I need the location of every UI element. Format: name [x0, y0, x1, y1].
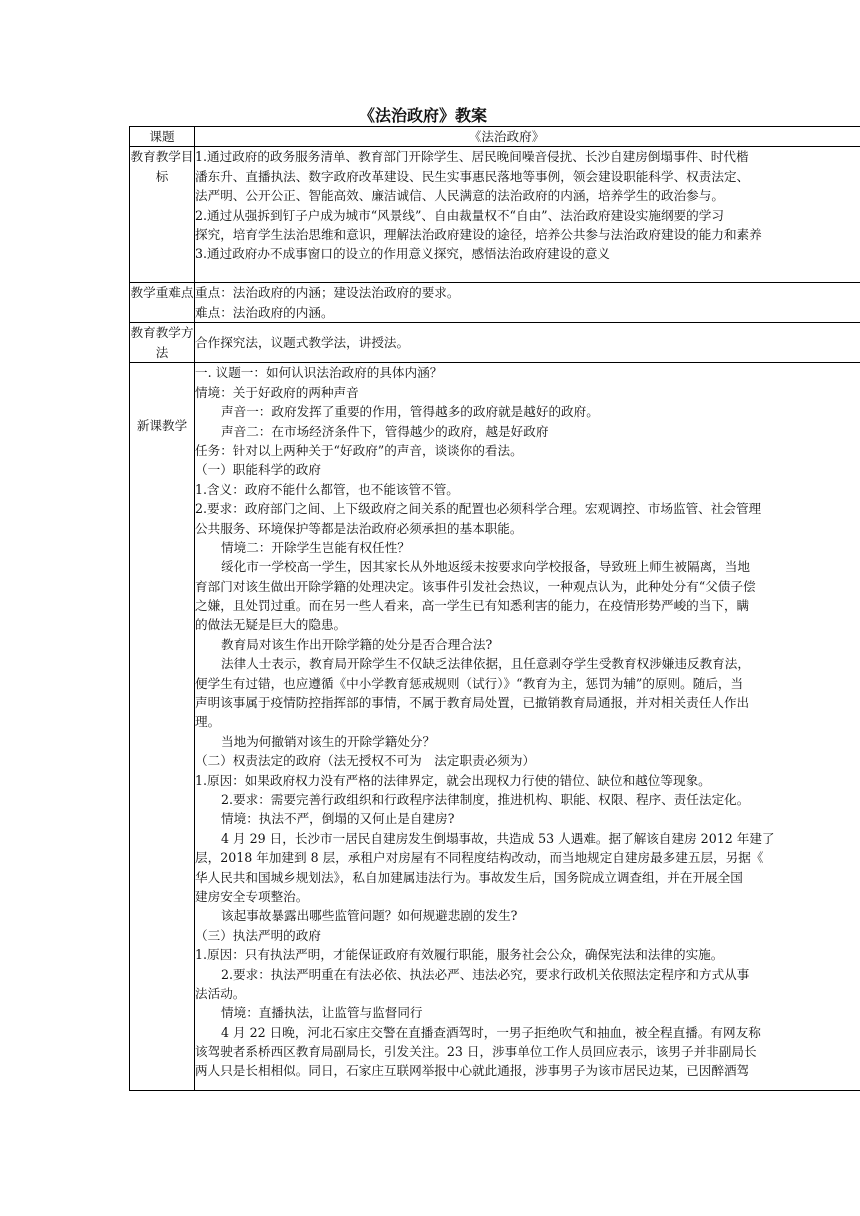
lesson-line: 任务：针对以上两种关于“好政府”的声音，谈谈你的看法。 [195, 442, 523, 458]
lesson-line: 层，2018 年加建到 8 层，承租户对房屋有不同程度结构改动，而当地规定自建房最多建五层，另据《 [195, 850, 764, 866]
goals-content [195, 147, 860, 283]
goals-line: 2.通过从强拆到钉子户成为城市“风景线”、自由裁量权不“自由”、法治政府建设实施纲要的学习 [195, 207, 724, 223]
lesson-line: 情境：关于好政府的两种声音 [195, 384, 359, 400]
lesson-line: 2.要求：政府部门之间、上下级政府之间关系的配置也必须科学合理。宏观调控、市场监管、社会管理 [195, 501, 762, 517]
label-key: 教学重难点 [130, 283, 195, 323]
lesson-line: 理。 [195, 714, 221, 730]
page-title: 《法治政府》教案 [358, 106, 487, 125]
label-topic: 课题 [130, 127, 195, 147]
lesson-line: 声音二：在市场经济条件下，管得越少的政府，越是好政府 [221, 423, 549, 439]
row-goals [130, 147, 860, 283]
lesson-line: 情境二：开除学生岂能有权任性？ [221, 539, 410, 555]
row-lesson [130, 363, 860, 1091]
lesson-line: 的做法无疑是巨大的隐患。 [195, 617, 347, 633]
lesson-line: 之嫌，且处罚过重。而在另一些人看来，高一学生已有知悉利害的能力，在疫情形势严峻的当下，瞒 [195, 598, 750, 614]
lesson-line: 声音一：政府发挥了重要的作用，管得越多的政府就是越好的政府。 [221, 404, 599, 420]
goals-line: 法严明、公开公正、智能高效、廉洁诚信、人民满意的法治政府的内涵，培养学生的政治参与。 [195, 188, 724, 204]
lesson-content [195, 363, 860, 1091]
row-method [130, 323, 860, 363]
goals-line: 1.通过政府的政务服务清单、教育部门开除学生、居民晚间噪音侵扰、长沙自建房倒塌事件、时代楷 [195, 149, 749, 165]
label-goals: 教育教学目标 [130, 147, 195, 283]
lesson-line: （一）职能科学的政府 [195, 462, 321, 478]
lesson-line: 两人只是长相相似。同日，石家庄互联网举报中心就此通报，涉事男子为该市居民边某，已因醉酒驾 [195, 1063, 750, 1079]
goals-line: 3.通过政府办不成事窗口的设立的作用意义探究，感悟法治政府建设的意义 [195, 246, 611, 262]
lesson-line: 法律人士表示，教育局开除学生不仅缺乏法律依据，且任意剥夺学生受教育权涉嫌违反教育法， [221, 656, 750, 672]
lesson-line: 绥化市一学校高一学生，因其家长从外地返绥未按要求向学校报备，导致班上师生被隔离，当地 [221, 559, 750, 575]
row-key [130, 283, 860, 323]
goals-line: 探究，培育学生法治思维和意识，理解法治政府建设的途径，培养公共参与法治政府建设的能力和素养 [195, 226, 762, 242]
lesson-line: （二）权责法定的政府（法无授权不可为 法定职责必须为） [195, 753, 536, 769]
key-content [195, 283, 860, 323]
lesson-line: 2.要求：执法严明重在有法必依、执法必严、违法必究，要求行政机关依照法定程序和方式从事 [221, 966, 750, 982]
label-method: 教育教学方法 [130, 323, 195, 363]
lesson-line: （三）执法严明的政府 [195, 927, 321, 943]
lesson-line: 情境：执法不严，倒塌的又何止是自建房? [221, 811, 455, 827]
lesson-line: 4 月 22 日晚，河北石家庄交警在直播查酒驾时，一男子拒绝吹气和抽血，被全程直播。有网友称 [221, 1024, 761, 1040]
goals-line: 潘东升、直播执法、数字政府改革建设、民生实事惠民落地等事例，领会建设职能科学、权责法定、 [195, 168, 750, 184]
lesson-plan-table [129, 126, 860, 1091]
lesson-line: 法活动。 [195, 985, 246, 1001]
key-line: 重点：法治政府的内涵；建设法治政府的要求。 [195, 285, 460, 301]
lesson-line: 1.原因：只有执法严明，才能保证政府有效履行职能，服务社会公众，确保宪法和法律的实施。 [195, 947, 724, 963]
lesson-line: 2.要求：需要完善行政组织和行政程序法律制度，推进机构、职能、权限、程序、责任法定化。 [221, 792, 750, 807]
goals-lines [195, 147, 860, 263]
lesson-line: 教育局对该生作出开除学籍的处分是否合理合法? [221, 636, 493, 652]
lesson-line: 该驾驶者系桥西区教育局副局长，引发关注。23 日，涉事单位工作人员回应表示，该男子并非副局长 [195, 1044, 757, 1060]
lesson-line: 建房安全专项整治。 [195, 888, 309, 904]
lesson-line: 便学生有过错，也应遵循《中小学教育惩戒规则（试行）》“教育为主，惩罚为辅”的原则。随后，当 [195, 675, 744, 691]
key-lines [195, 283, 860, 322]
method-content [195, 323, 860, 363]
method-lines [195, 333, 860, 352]
lesson-line: 公共服务、环境保护等都是法治政府必须承担的基本职能。 [195, 520, 523, 536]
lesson-line: 当地为何撤销对该生的开除学籍处分？ [221, 733, 436, 749]
lesson-line: 情境：直播执法，让监管与监督同行 [221, 1005, 423, 1021]
lesson-lines [195, 363, 860, 1080]
lesson-line: 声明该事属于疫情防控指挥部的事情，不属于教育局处置，已撤销教育局通报，并对相关责任人作出 [195, 695, 750, 711]
topic-text: 《法治政府》 [468, 129, 545, 144]
lesson-line: 一. 议题一：如何认识法治政府的具体内涵？ [195, 365, 443, 381]
lesson-line: 1.含义：政府不能什么都管，也不能该管不管。 [195, 481, 459, 497]
row-topic [130, 127, 860, 147]
method-line: 合作探究法，议题式教学法，讲授法。 [195, 335, 410, 351]
lesson-line: 华人民共和国城乡规划法》，私自加建属违法行为。事故发生后，国务院成立调查组，并在开展全国 [195, 869, 743, 885]
topic-value [195, 127, 860, 147]
lesson-line: 4 月 29 日，长沙市一居民自建房发生倒塌事故，共造成 53 人遇难。据了解该自建房 2012 年建了 [221, 830, 775, 846]
lesson-line: 1.原因：如果政府权力没有严格的法律界定，就会出现权力行使的错位、缺位和越位等现象。 [195, 772, 711, 788]
key-line: 难点：法治政府的内涵。 [195, 304, 334, 320]
label-lesson: 新课教学 [130, 363, 195, 1091]
lesson-line: 该起事故暴露出哪些监管问题？如何规避悲剧的发生? [221, 908, 518, 924]
lesson-line: 育部门对该生做出开除学籍的处理决定。该事件引发社会热议，一种观点认为，此种处分有“父债子偿 [195, 578, 756, 594]
